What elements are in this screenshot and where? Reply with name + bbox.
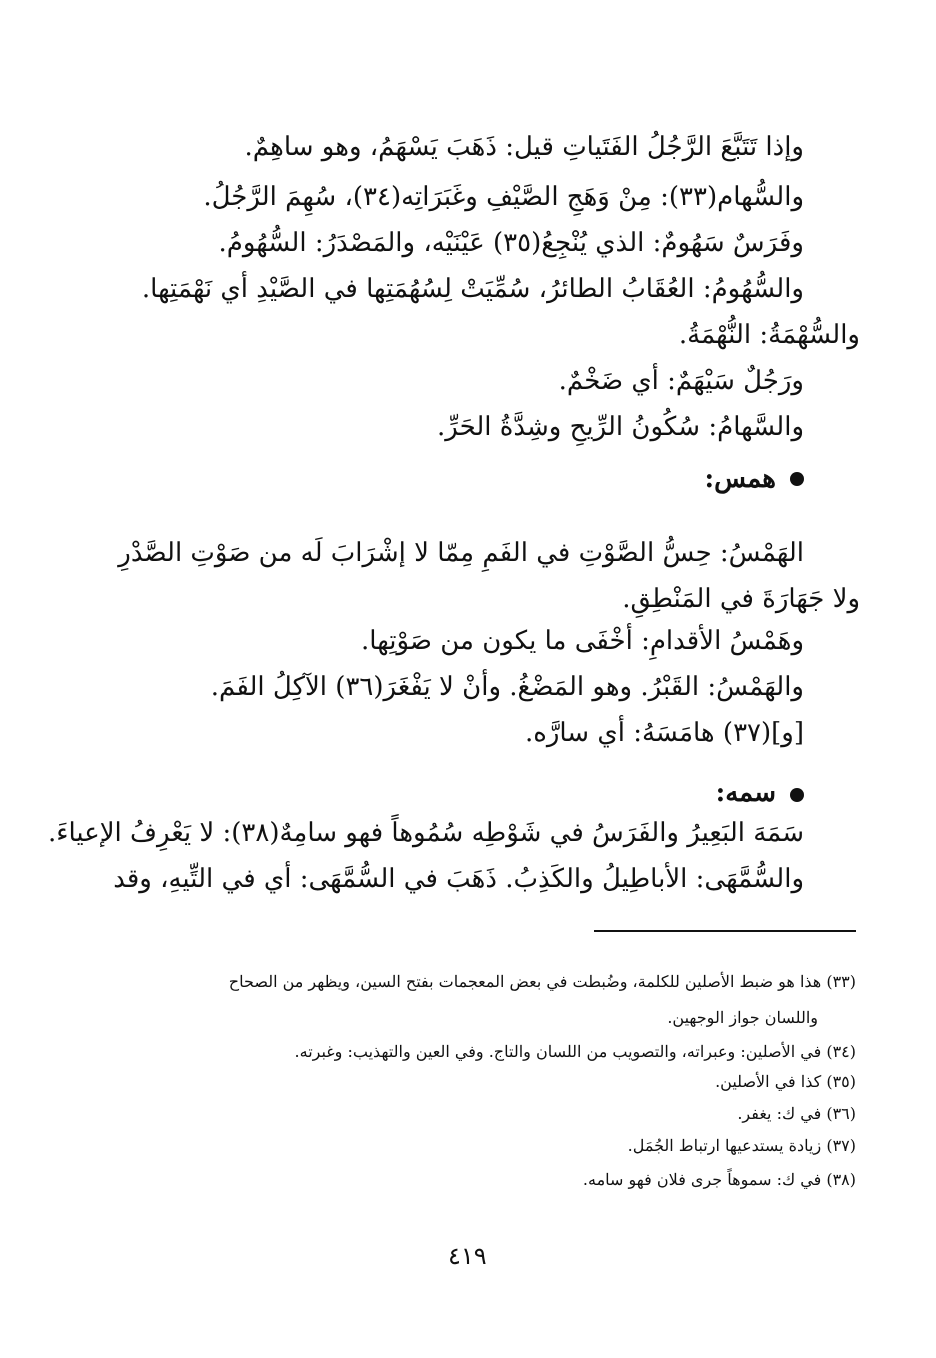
entry-line: والسُّهُومُ: العُقَابُ الطائرُ، سُمِّيَتْ لِسُهُمَتِها في الصَّيْدِ أي نَهْمَتِها. <box>141 274 804 304</box>
footnote-line: (٣٣) هذا هو ضبط الأصلين للكلمة، وضُبطت في بعض المعجمات بفتح السين، ويظهر من الصحاح <box>228 972 856 991</box>
footnote-separator <box>594 930 856 932</box>
bullet-icon <box>790 788 804 802</box>
entry-line: والسُّهْمَةُ: النُّهْمَةُ. <box>678 320 860 350</box>
footnote-line: (٣٤) في الأصلين: وعبراته، والتصويب من اللسان والتاج. وفي العين والتهذيب: وغبرته. <box>294 1042 856 1061</box>
footnote-line: (٣٧) زيادة يستدعيها ارتباط الجُمَل. <box>627 1136 856 1155</box>
entry-line: [و](٣٧) هامَسَهُ: أي سارَّه. <box>524 718 804 748</box>
bullet-icon <box>790 472 804 486</box>
footnote-line: (٣٦) في ك: يغفر. <box>737 1104 856 1123</box>
entry-line: سَمَهَ البَعِيرُ والفَرَسُ في شَوْطِه سُمُوهاً فهو سامِهٌ(٣٨): لا يَعْرِفُ الإعياءَ. <box>47 818 804 848</box>
entry-line: وإذا تَتَبَّعَ الرَّجُلُ الفَتَياتِ قيل: ذَهَبَ يَسْهَمُ، وهو ساهِمٌ. <box>244 132 804 162</box>
entry-line: والهَمْسُ: القَبْرُ. وهو المَضْغُ. وأنْ لا يَفْغَرَ(٣٦) الآكِلُ الفَمَ. <box>210 672 804 702</box>
entry-line: والسَّهامُ: سُكُونُ الرِّيحِ وشِدَّةُ الحَرِّ. <box>436 412 804 442</box>
entry-line: والسُّهام(٣٣): مِنْ وَهَجِ الصَّيْفِ وغَبَرَاتِه(٣٤)، سُهِمَ الرَّجُلُ. <box>203 182 804 212</box>
entry-line: ولا جَهَارَةَ في المَنْطِقِ. <box>622 584 860 614</box>
entry-line: الهَمْسُ: حِسُّ الصَّوْتِ في الفَمِ مِمّا لا إشْرَابَ لَه من صَوْتِ الصَّدْرِ <box>118 538 804 568</box>
section-heading-samah: سمه: <box>715 778 776 808</box>
footnote-line: (٣٨) في ك: سموهاً جرى فلان فهو سامه. <box>582 1170 856 1189</box>
entry-line: والسُّمَّهَى: الأباطِيلُ والكَذِبُ. ذَهَبَ في السُّمَّهَى: أي في التِّيهِ، وقد <box>113 864 804 894</box>
entry-line: ورَجُلٌ سَيْهَمٌ: أي ضَخْمٌ. <box>558 366 804 396</box>
footnote-line: (٣٥) كذا في الأصلين. <box>715 1072 856 1091</box>
entry-line: وفَرَسٌ سَهُومٌ: الذي يُنْجِعُ(٣٥) عَيْنَيْه، والمَصْدَرُ: السُّهُومُ. <box>218 228 804 258</box>
entry-line: وهَمْسُ الأقدامِ: أخْفَى ما يكون من صَوْتِها. <box>361 626 804 656</box>
page-number: ٤١٩ <box>448 1242 487 1270</box>
section-heading-hams: همس: <box>704 464 776 494</box>
footnote-line: واللسان جواز الوجهين. <box>667 1008 818 1027</box>
